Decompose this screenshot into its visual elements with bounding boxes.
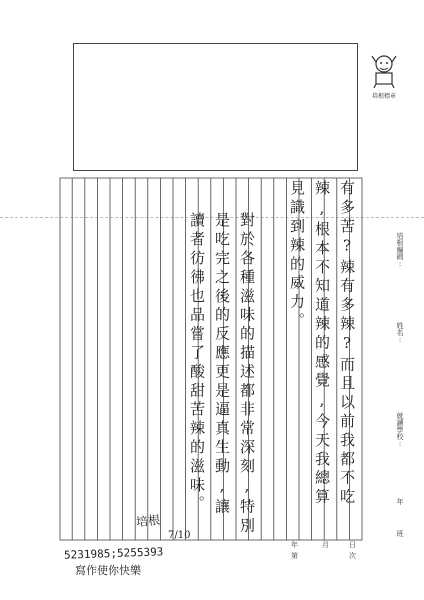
class-label: 班 [396,530,404,537]
name-label: 姓名: [396,322,404,344]
item-label: 第 [291,552,298,560]
grade-label: 年 [396,498,404,505]
phone-number: 5231985;5255393 [63,545,164,562]
logo-caption: 培根標章 [371,93,396,100]
code-label: 培根編碼: [396,232,404,268]
month-label: 月 [322,541,329,549]
text-column-2: 辣,根本不知道辣的感覺,今天我總算 [313,180,331,508]
text-column-1: 有多苦?辣有多辣?而且以前我都不吃 [338,180,356,508]
text-column-3: 見識到辣的威力。 [288,180,306,332]
day-label: 日 [349,541,356,549]
year-label: 年 [291,541,298,549]
slogan: 寫作使你快樂 [75,564,141,577]
school-label: 就讀學校: [396,412,404,448]
times-label: 次 [349,552,356,560]
text-column-7: 讀者彷彿也品嘗了酸甜苦辣的滋味。 [188,212,206,515]
text-column-6: 是吃完之後的反應更是逼真生動,讓 [213,212,231,518]
teacher-signature: 培根 [135,512,161,530]
text-column-5: 對於各種滋味的描述都非常深刻,特別 [238,212,256,537]
score: 7/10 [168,530,191,541]
